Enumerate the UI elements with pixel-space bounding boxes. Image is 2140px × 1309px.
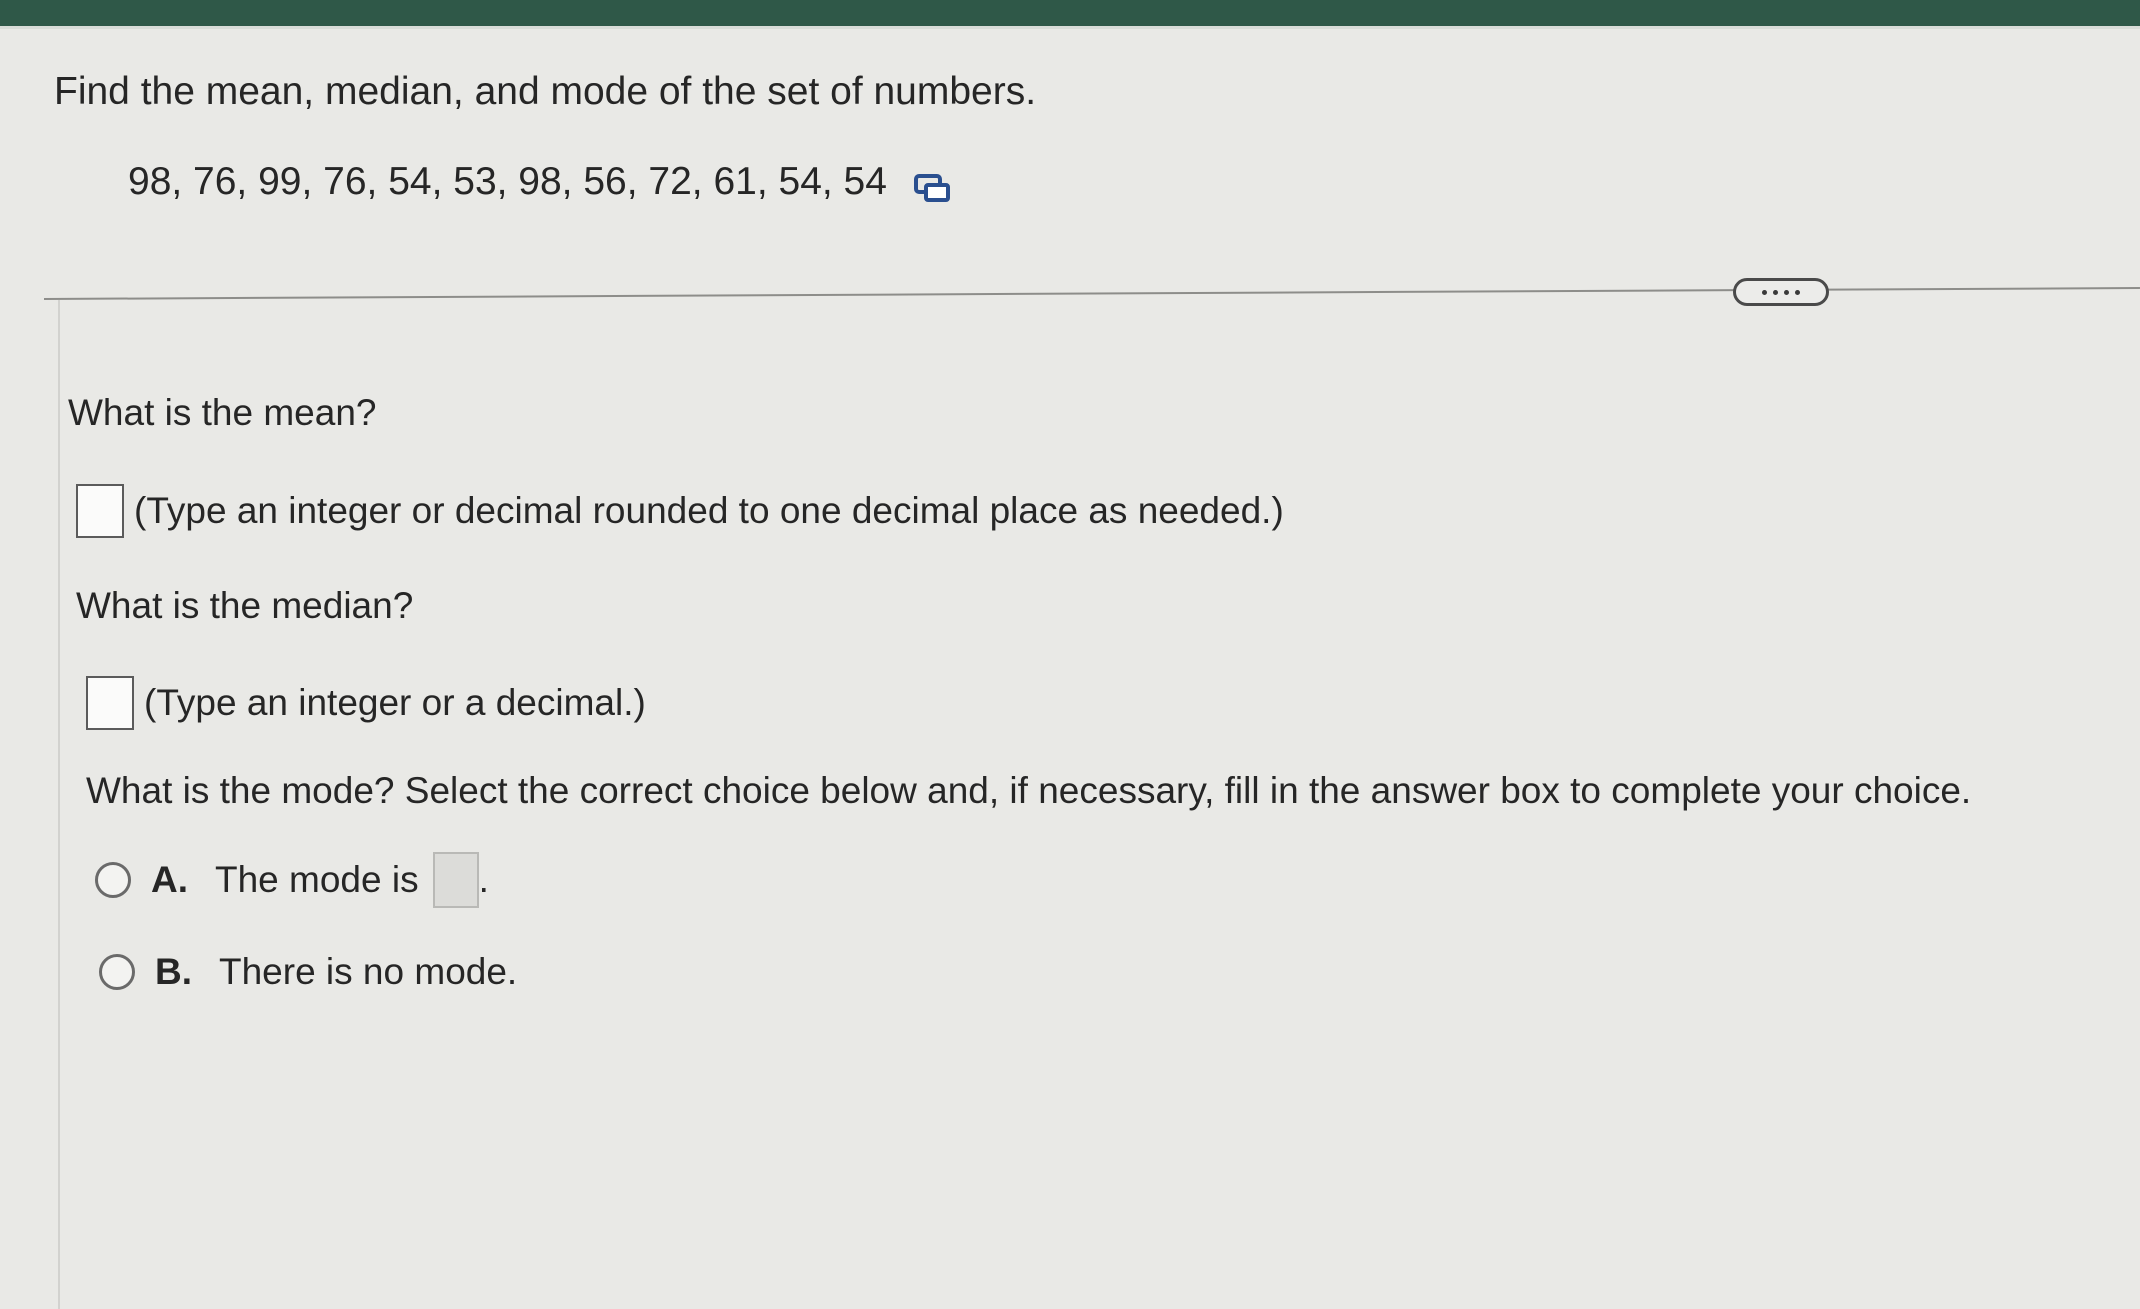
more-options-icon-dot [1795,290,1800,295]
mode-choice-b[interactable] [99,951,517,993]
more-options-button[interactable] [1733,278,1829,306]
mean-hint: (Type an integer or decimal rounded to one decimal place as needed.) [134,490,1284,531]
left-border [58,300,60,1309]
mean-answer-input[interactable] [76,484,124,538]
problem-prompt: Find the mean, median, and mode of the set of numbers. [54,70,1037,113]
number-set: 98, 76, 99, 76, 54, 53, 98, 56, 72, 61, 54, 54 [128,160,887,203]
choice-b-letter: B. [155,951,192,992]
mode-answer-input[interactable] [433,852,479,908]
radio-b[interactable] [99,954,135,990]
choice-a-text: The mode is [215,859,419,900]
radio-a[interactable] [95,862,131,898]
choice-a-suffix: . [478,859,489,900]
median-hint: (Type an integer or a decimal.) [144,682,646,723]
median-question: What is the median? [76,585,414,626]
more-options-icon [1762,290,1767,295]
number-set-row [128,160,951,204]
top-header-bar [0,0,2140,26]
mean-answer-row [76,484,1284,538]
choice-b-text: There is no mode. [219,951,518,992]
median-answer-row [86,676,646,730]
mean-question: What is the mean? [68,392,377,433]
median-answer-input[interactable] [86,676,134,730]
mode-question: What is the mode? Select the correct choice below and, if necessary, fill in the answer box to complete your choice. [86,770,1972,811]
more-options-icon-dot [1773,290,1778,295]
header-edge [0,26,2140,29]
more-options-icon-dot [1784,290,1789,295]
choice-a-letter: A. [151,859,188,900]
mode-choice-a[interactable] [95,852,489,908]
copy-icon[interactable] [913,170,951,202]
